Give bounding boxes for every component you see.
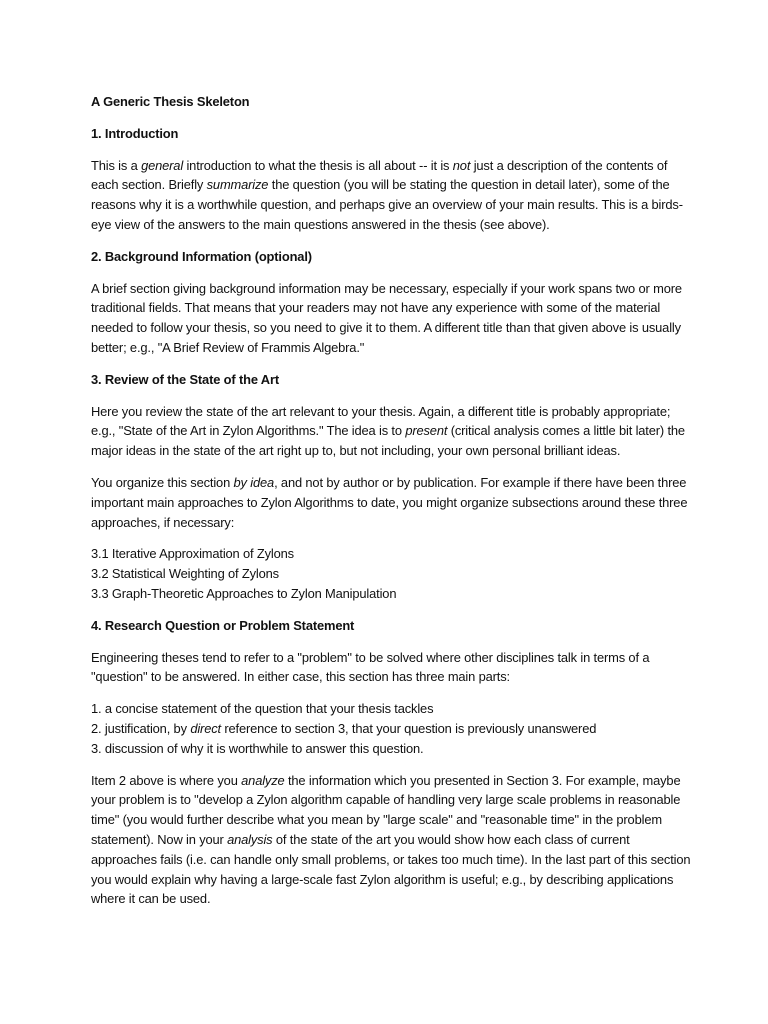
- section-2-paragraph: A brief section giving background information may be necessary, especially if your work spans two or more traditional fields. That means that your readers may not have any experience with some of the material needed to follow your thesis, so you need to give it to them. A different title than that given above is usually better; e.g., "A Brief Review of Frammis Algebra.": [91, 280, 682, 355]
- list-item: 3.1 Iterative Approximation of Zylons: [91, 546, 294, 562]
- section-1-paragraph: This is a general introduction to what the thesis is all about -- it is not just a description of the contents of each section. Briefly summarize the question (you will be stating the question in detail later), some of the reasons why it is a worthwhile question, and perhaps give an overview of your main results. This is a birds-eye view of the answers to the main questions answered in the thesis (see above).: [91, 157, 683, 232]
- subsection-list: [91, 544, 691, 603]
- section-4-paragraph-2: Item 2 above is where you analyze the information which you presented in Section 3. For example, maybe your problem is to "develop a Zylon algorithm capable of handling very large scale problems in reasonable time" (you would further describe what you mean by "large scale" and "reasonable time" in the problem statement). Now in your analysis of the state of the art you would show how each class of current approaches fails (i.e. can handle only small problems, or takes too much time). In the last part of this section you would explain why having a large-scale fast Zylon algorithm is useful; e.g., by describing applications where it can be used.: [91, 772, 691, 907]
- section-2-heading: 2. Background Information (optional): [91, 248, 312, 264]
- section-1-heading: 1. Introduction: [91, 125, 179, 141]
- section-3-paragraph-1: Here you review the state of the art relevant to your thesis. Again, a different title is probably appropriate; e.g., "State of the Art in Zylon Algorithms." The idea is to present (critical analysis comes a little bit later) the major ideas in the state of the art right up to, but not including, your own personal brilliant ideas.: [91, 403, 685, 459]
- list-item: 3.3 Graph-Theoretic Approaches to Zylon Manipulation: [91, 585, 397, 601]
- section-4-paragraph-1: Engineering theses tend to refer to a "problem" to be solved where other disciplines talk in terms of a "question" to be answered. In either case, this section has three main parts:: [91, 649, 650, 685]
- list-item: 2. justification, by direct reference to section 3, that your question is previously unanswered: [91, 720, 597, 736]
- document-page: [91, 82, 691, 909]
- document-title: A Generic Thesis Skeleton: [91, 94, 250, 109]
- section-4-heading: 4. Research Question or Problem Statement: [91, 617, 355, 633]
- list-item: 3. discussion of why it is worthwhile to answer this question.: [91, 740, 424, 756]
- parts-list: [91, 699, 691, 758]
- list-item: 3.2 Statistical Weighting of Zylons: [91, 566, 279, 582]
- section-3-paragraph-2: You organize this section by idea, and not by author or by publication. For example if there have been three important main approaches to Zylon Algorithms to date, you might organize subsections around these three approaches, if necessary:: [91, 474, 688, 530]
- section-3-heading: 3. Review of the State of the Art: [91, 371, 279, 387]
- list-item: 1. a concise statement of the question that your thesis tackles: [91, 701, 434, 717]
